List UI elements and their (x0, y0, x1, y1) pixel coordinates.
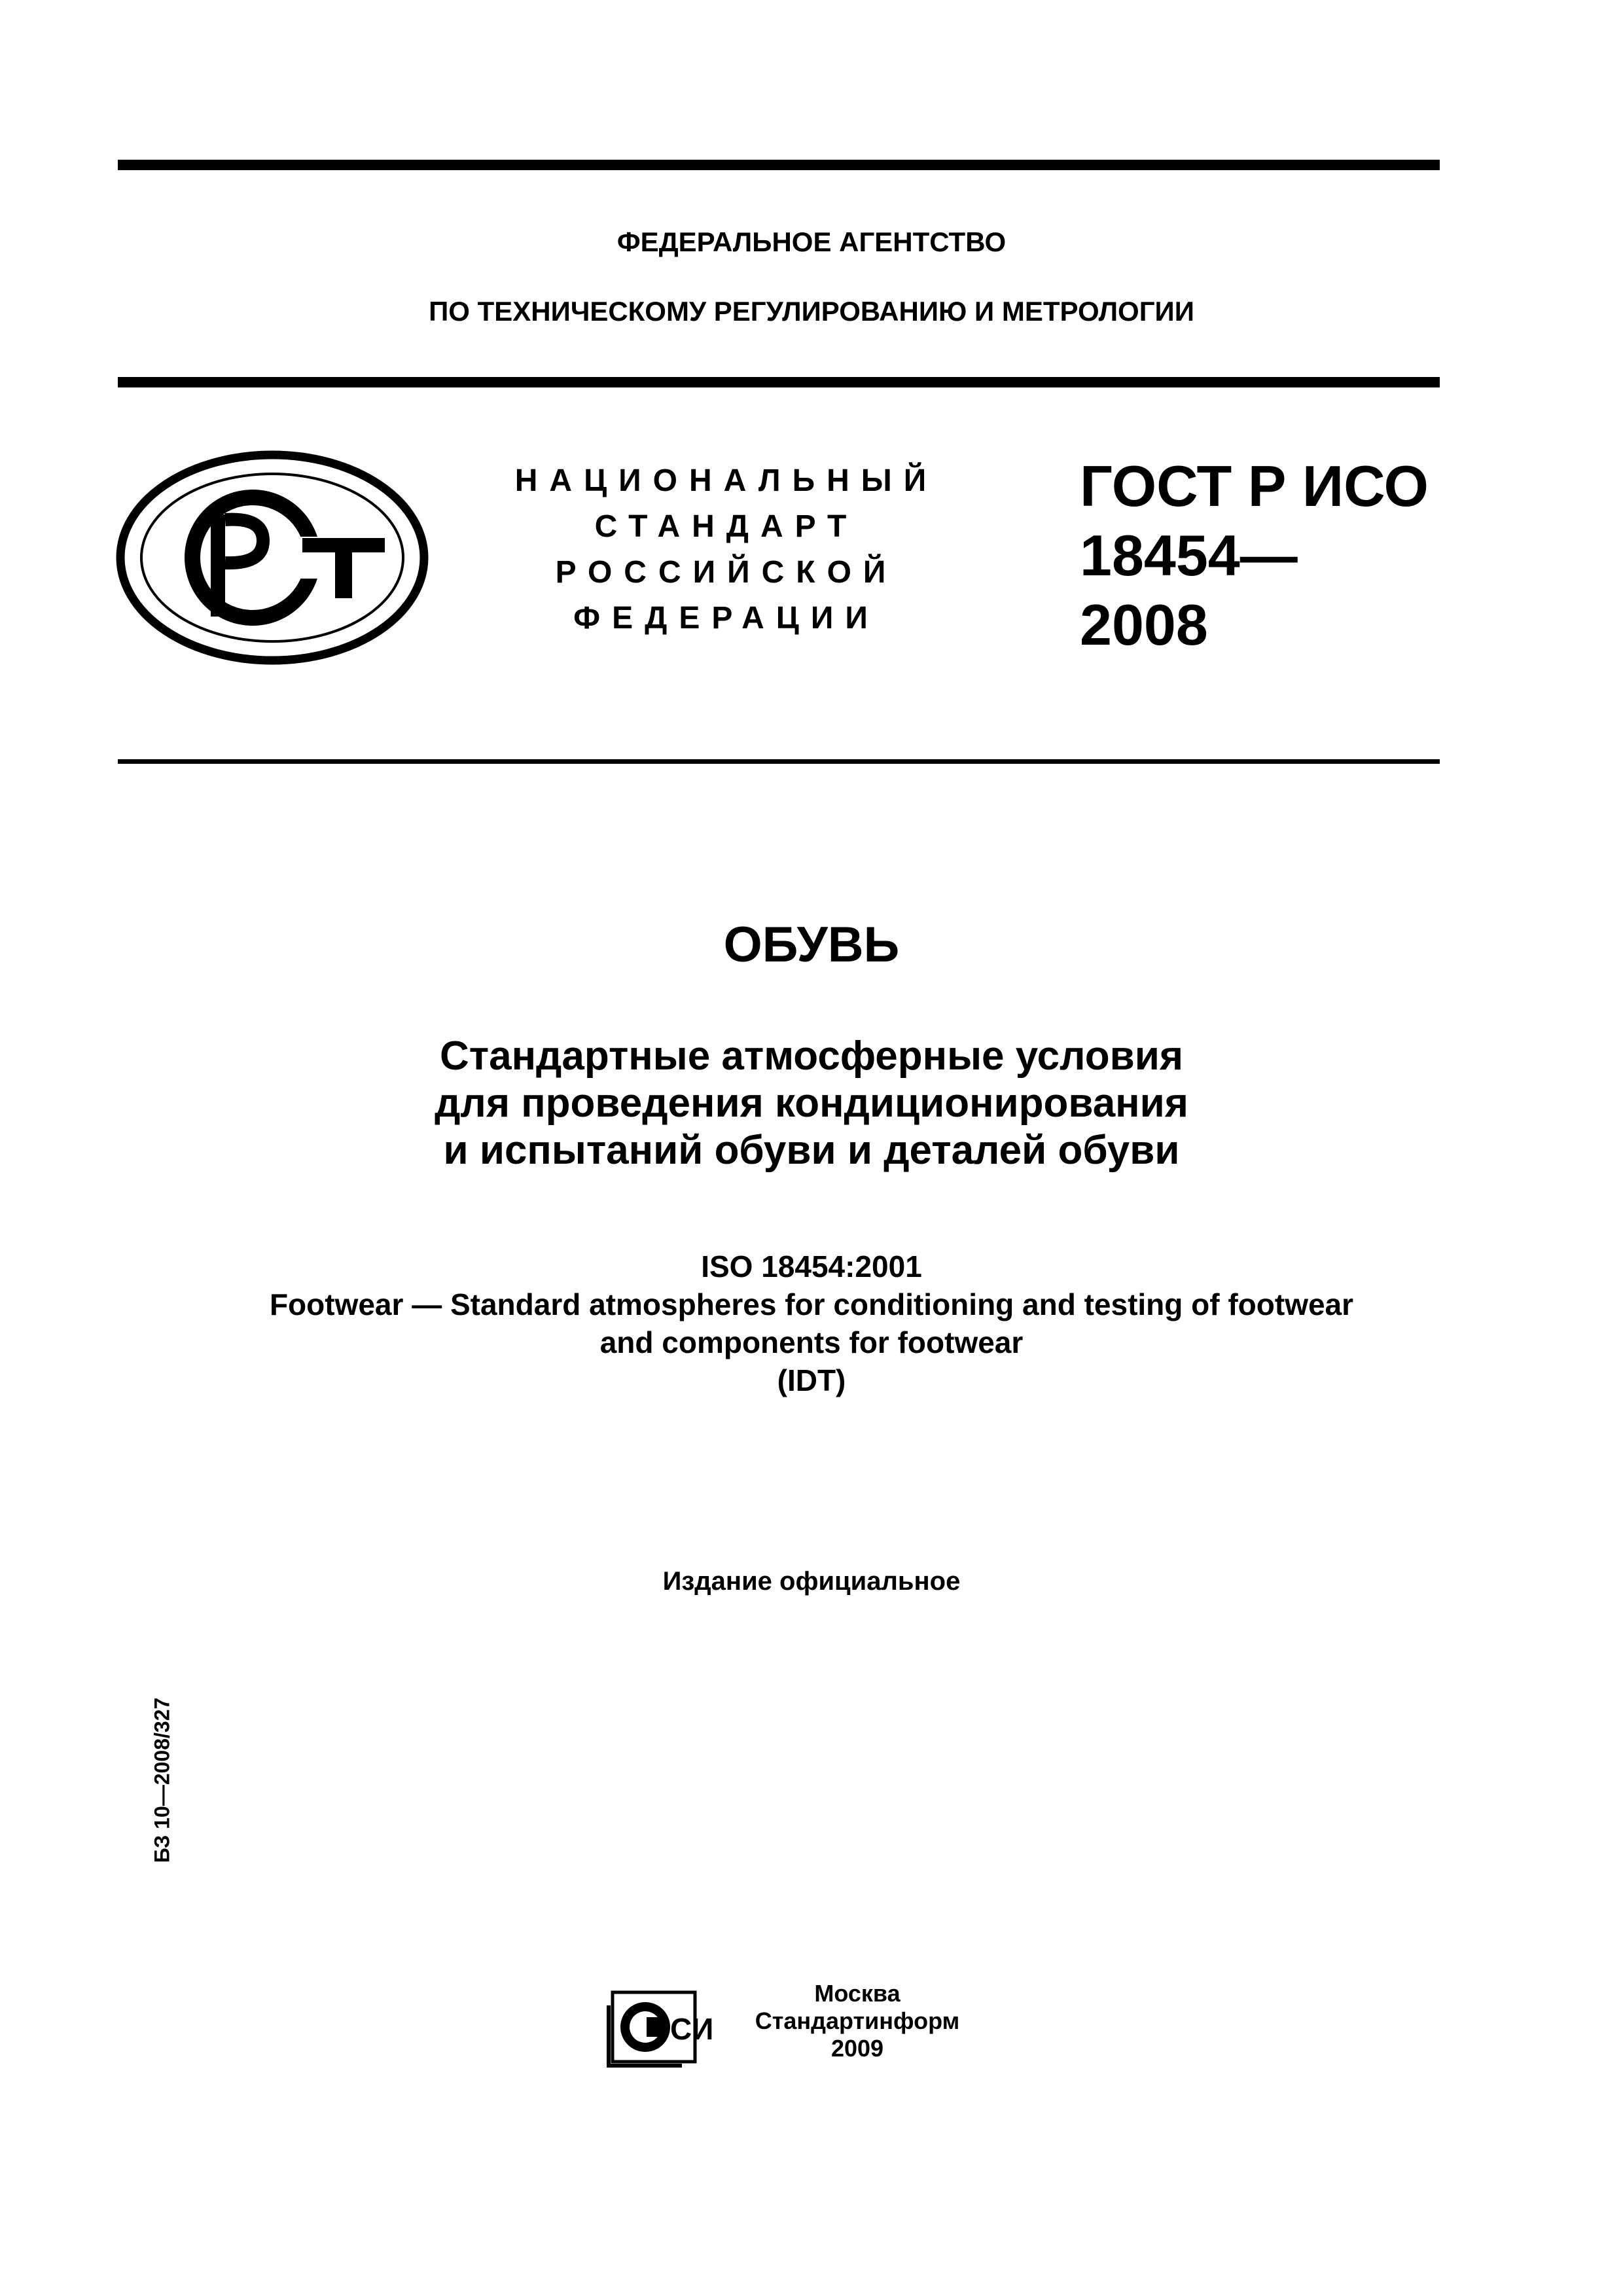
standartinform-logo-icon (606, 1990, 714, 2068)
publisher-logo (606, 1990, 714, 2068)
side-registration-code: БЗ 10—2008/327 (150, 1697, 174, 1863)
top-rule (118, 160, 1440, 170)
rst-certification-logo-icon (115, 450, 429, 665)
iso-number: ISO 18454:2001 (701, 1249, 922, 1283)
rst-logo (115, 450, 429, 665)
national-standard-line-3: РОССИЙСКОЙ (555, 555, 898, 590)
iso-english-title-line-1: Footwear — Standard atmospheres for conditioning and testing of footwear (269, 1287, 1354, 1321)
document-title: ОБУВЬ (723, 917, 900, 973)
designation-bottom-rule (118, 759, 1440, 764)
subtitle-line-3: и испытаний обуви и деталей обуви (443, 1128, 1180, 1173)
edition-label: Издание официальное (662, 1567, 961, 1596)
subtitle-line-2: для проведения кондиционирования (435, 1081, 1188, 1126)
publisher-year: 2009 (830, 2035, 884, 2062)
agency-line-2: ПО ТЕХНИЧЕСКОМУ РЕГУЛИРОВАНИЮ И МЕТРОЛОГИИ (429, 296, 1194, 327)
header-bottom-rule (118, 377, 1440, 387)
designation-line-3: 2008 (1080, 592, 1208, 657)
designation-line-1: ГОСТ Р ИСО (1080, 454, 1429, 518)
subtitle-line-1: Стандартные атмосферные условия (439, 1033, 1183, 1079)
iso-identity-marker: (IDT) (777, 1363, 846, 1397)
publisher-logo-text: СИ (670, 2012, 714, 2046)
publisher-city: Москва (814, 1980, 901, 2007)
agency-line-1: ФЕДЕРАЛЬНОЕ АГЕНТСТВО (616, 226, 1007, 257)
publisher-name: Стандартинформ (755, 2007, 960, 2034)
national-standard-line-1: НАЦИОНАЛЬНЫЙ (514, 463, 938, 498)
national-standard-line-2: СТАНДАРТ (594, 509, 859, 544)
publisher-block (713, 1980, 1001, 2062)
iso-english-title-line-2: and components for footwear (599, 1325, 1024, 1359)
standard-designation (1080, 452, 1429, 660)
designation-line-2: 18454— (1080, 523, 1298, 588)
national-standard-line-4: ФЕДЕРАЦИИ (573, 601, 880, 636)
